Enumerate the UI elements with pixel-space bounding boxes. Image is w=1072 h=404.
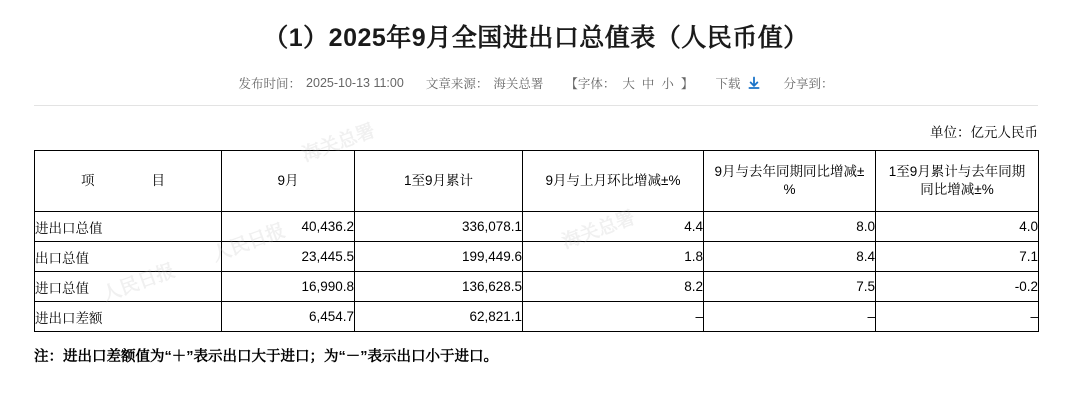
publish-time-label: 发布时间： (238, 77, 302, 92)
table-row (35, 212, 1039, 242)
row-label: 进出口总值 (35, 212, 222, 242)
publish-time (239, 74, 404, 92)
table-header-row (35, 151, 1039, 212)
cell-september: 16,990.8 (222, 272, 355, 302)
col-header-cumulative: 1至9月累计 (355, 151, 523, 212)
watermark: 人民日报 (209, 220, 288, 267)
cell-yoy: – (704, 302, 876, 332)
cell-september: 40,436.2 (222, 212, 355, 242)
col-header-item: 项 目 (35, 151, 222, 212)
cell-mom: 4.4 (523, 212, 704, 242)
article-source-value: 海关总署 (493, 77, 544, 92)
publish-time-value: 2025-10-13 11:00 (306, 76, 404, 91)
unit-note: 单位：亿元人民币 (930, 125, 1038, 141)
cell-cumulative-yoy: -0.2 (876, 272, 1039, 302)
col-header-mom: 9月与上月环比增减±% (523, 151, 704, 212)
cell-mom: – (523, 302, 704, 332)
download-arrow-icon[interactable] (747, 76, 761, 90)
watermark: 人民日报 (99, 260, 178, 307)
cell-mom: 1.8 (523, 242, 704, 272)
watermark: 海关总署 (299, 120, 378, 167)
watermark: 海关总署 (559, 207, 638, 254)
font-size-medium[interactable]: 中 (641, 77, 655, 92)
cell-cumulative: 136,628.5 (355, 272, 523, 302)
download-button[interactable] (715, 74, 761, 92)
cell-mom: 8.2 (523, 272, 704, 302)
col-header-september: 9月 (222, 151, 355, 212)
table-footnote: 注：进出口差额值为“＋”表示出口大于进口；为“－”表示出口小于进口。 (34, 349, 498, 366)
cell-september: 6,454.7 (222, 302, 355, 332)
article-source-label: 文章来源： (425, 77, 489, 92)
cell-yoy: 8.0 (704, 212, 876, 242)
row-label: 进出口差额 (35, 302, 222, 332)
cell-september: 23,445.5 (222, 242, 355, 272)
cell-yoy: 8.4 (704, 242, 876, 272)
download-label: 下载 (715, 77, 741, 92)
font-size-controls (565, 74, 693, 92)
col-header-yoy: 9月与去年同期同比增减±% (704, 151, 876, 212)
font-size-label: 【字体： (565, 77, 616, 92)
cell-cumulative-yoy: 7.1 (876, 242, 1039, 272)
font-size-bracket-right: 】 (680, 77, 694, 92)
share-group[interactable] (783, 74, 833, 92)
cell-cumulative: 336,078.1 (355, 212, 523, 242)
page-title: （1）2025年9月全国进出口总值表（人民币值） (263, 24, 809, 52)
cell-yoy: 7.5 (704, 272, 876, 302)
article-source (426, 74, 544, 92)
article-meta-bar (0, 54, 1072, 92)
cell-cumulative-yoy: 4.0 (876, 212, 1039, 242)
font-size-large[interactable]: 大 (622, 77, 635, 92)
table-row (35, 302, 1039, 332)
table-row (35, 242, 1039, 272)
cell-cumulative: 62,821.1 (355, 302, 523, 332)
row-label: 进口总值 (35, 272, 222, 302)
cell-cumulative-yoy: – (876, 302, 1039, 332)
col-header-cumulative-yoy: 1至9月累计与去年同期同比增减±% (876, 151, 1039, 212)
table-container (0, 141, 1072, 332)
row-label: 出口总值 (35, 242, 222, 272)
share-label: 分享到： (783, 77, 834, 92)
cell-cumulative: 199,449.6 (355, 242, 523, 272)
font-size-small[interactable]: 小 (661, 77, 674, 92)
table-row (35, 272, 1039, 302)
trade-statistics-table (34, 150, 1039, 332)
